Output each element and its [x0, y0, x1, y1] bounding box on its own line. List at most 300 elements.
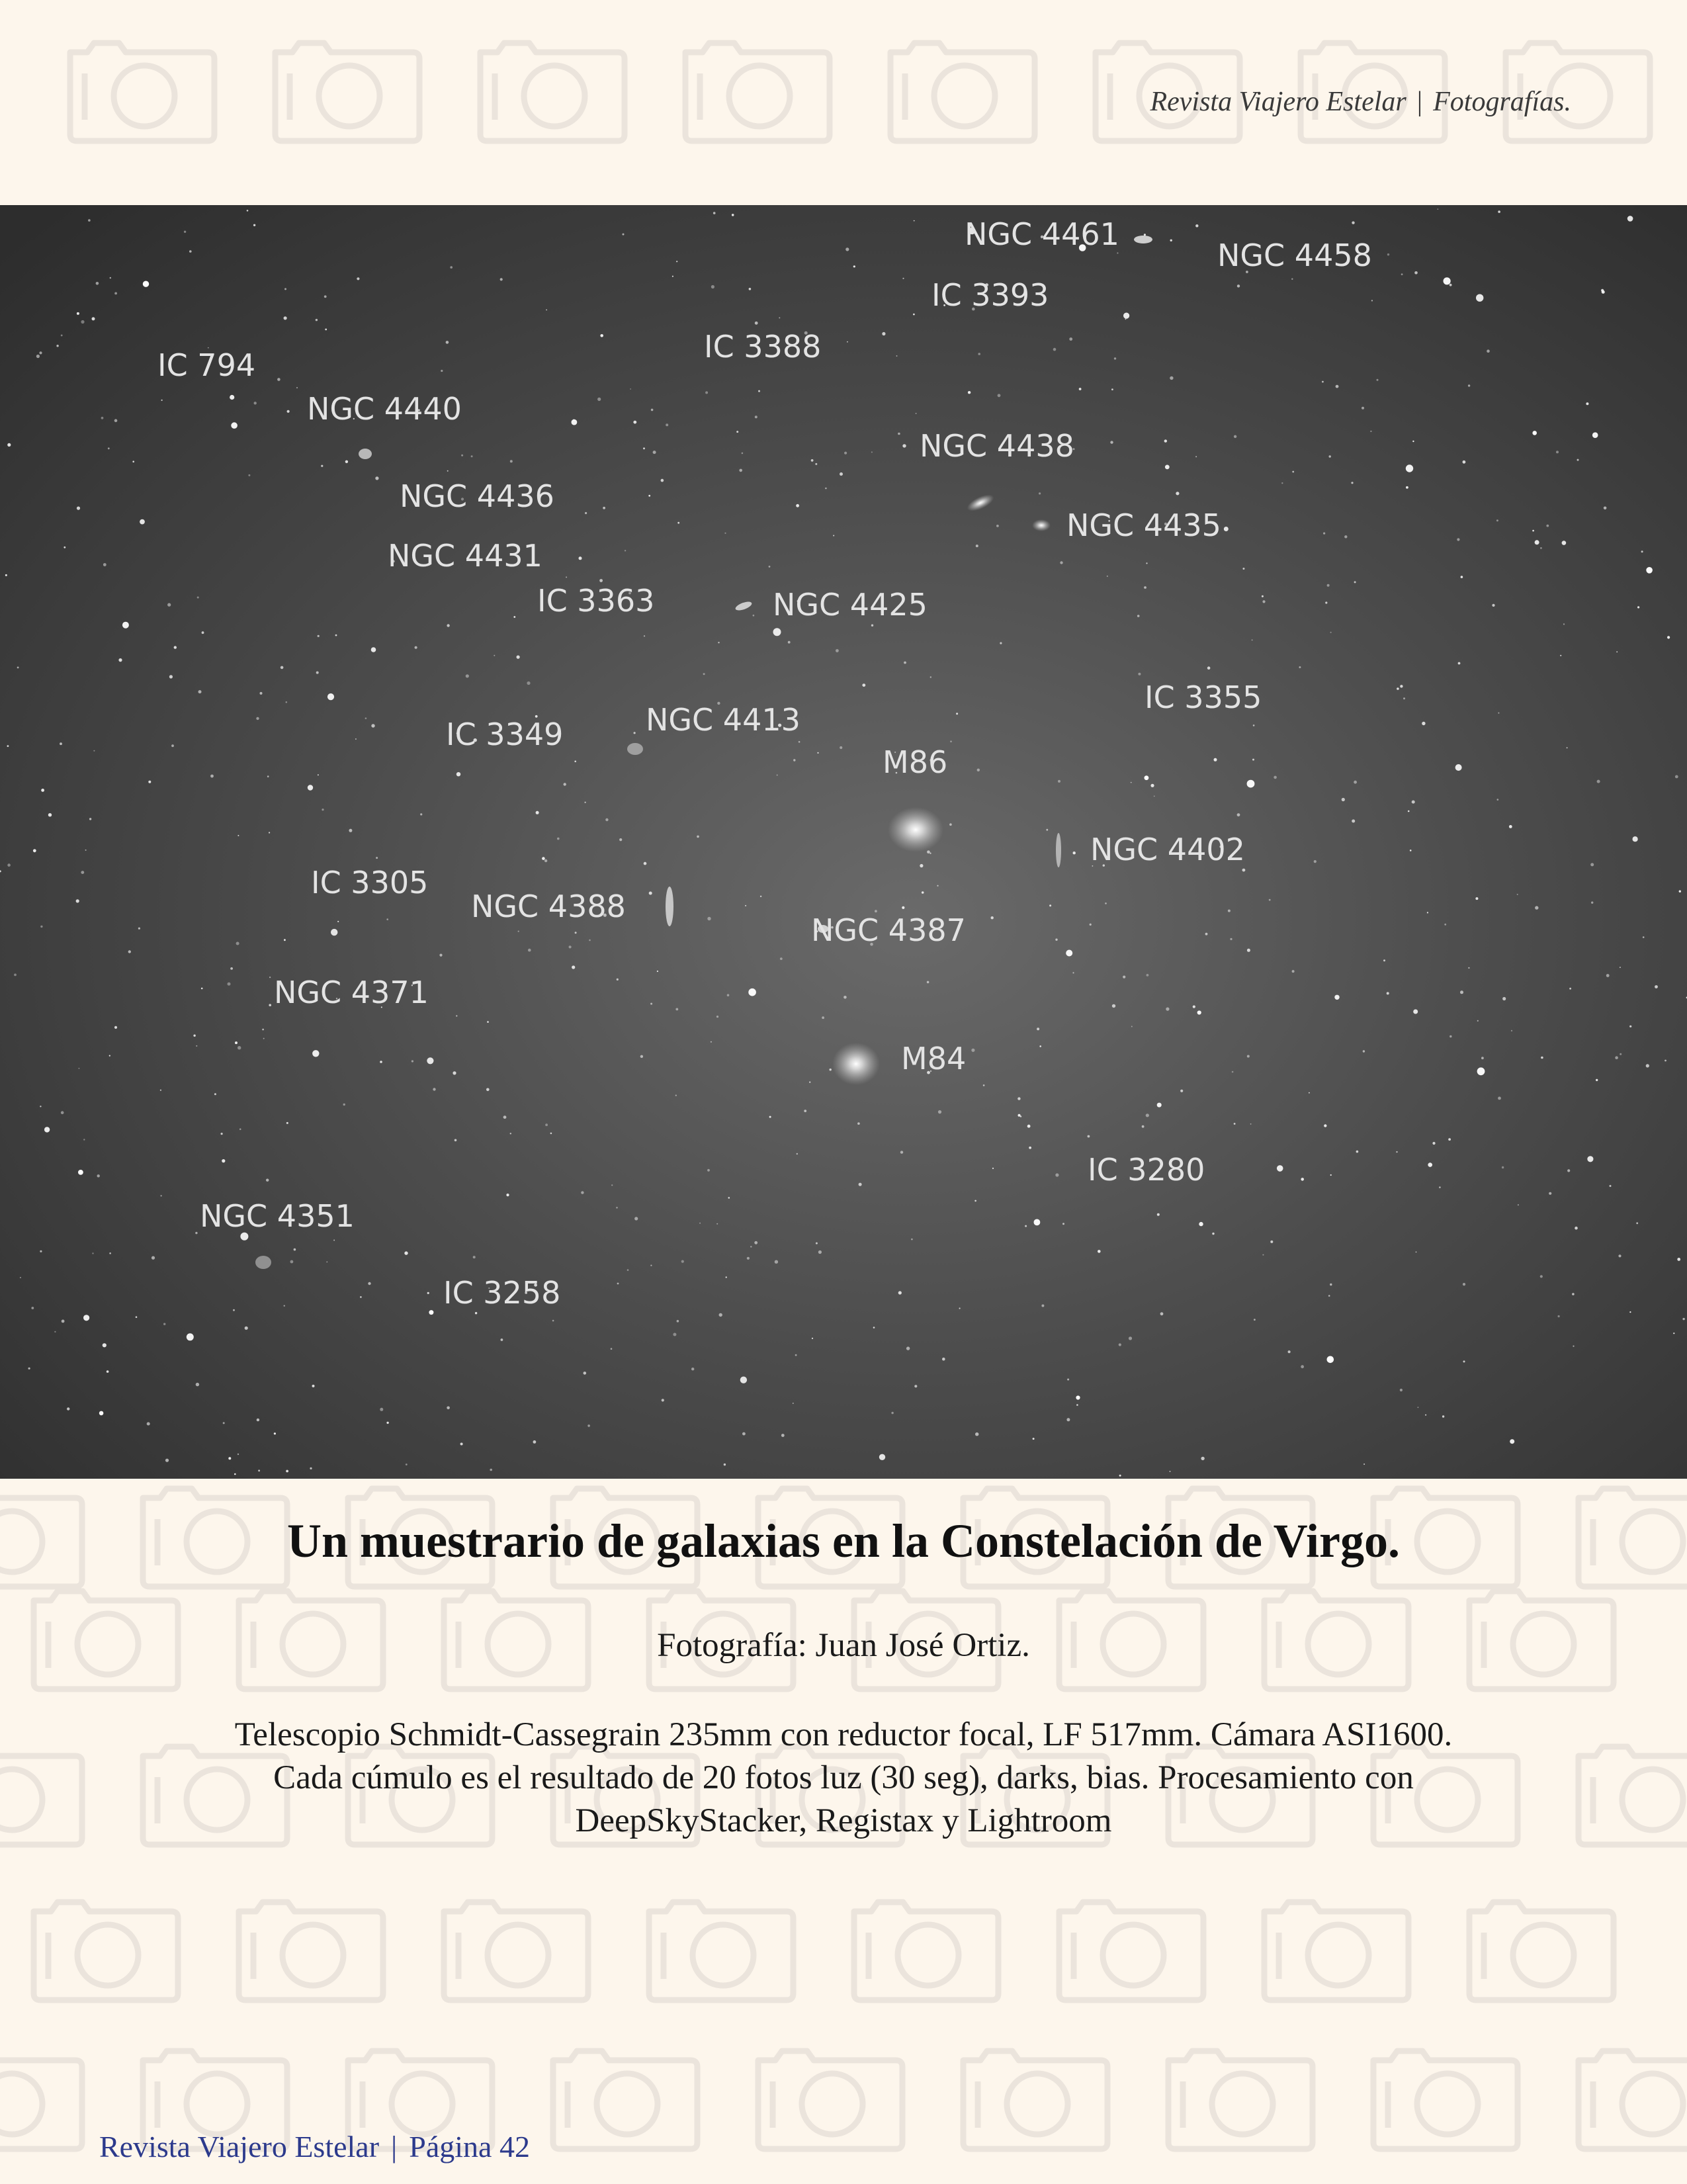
star [147, 1422, 150, 1426]
star [202, 631, 204, 634]
star [795, 1354, 797, 1356]
star [1105, 902, 1107, 904]
star [900, 1151, 903, 1153]
star [1457, 538, 1459, 541]
star [753, 615, 755, 617]
star [1463, 1283, 1465, 1286]
star [109, 1252, 111, 1254]
star [321, 465, 323, 467]
star [239, 1128, 241, 1130]
star [1449, 1035, 1451, 1037]
star [1242, 869, 1246, 872]
star [780, 957, 783, 960]
star [672, 276, 673, 277]
star [471, 455, 473, 457]
star [284, 316, 287, 320]
star [122, 622, 129, 629]
star [1344, 535, 1347, 538]
star [1131, 782, 1132, 783]
star [195, 1232, 197, 1234]
star [1325, 601, 1327, 603]
star [853, 265, 855, 267]
star [223, 1422, 225, 1424]
star [1329, 455, 1331, 457]
star [103, 563, 107, 566]
star [705, 391, 708, 394]
star [1330, 632, 1332, 633]
star [724, 1463, 726, 1465]
star [1592, 432, 1598, 438]
star [441, 370, 443, 372]
label-ic-3393: IC 3393 [931, 277, 1049, 313]
star [1673, 1332, 1674, 1334]
star [286, 701, 288, 703]
star [579, 556, 582, 560]
star [312, 1050, 319, 1057]
star [447, 624, 449, 627]
star [675, 1008, 678, 1011]
star [1150, 784, 1154, 787]
star [906, 1346, 910, 1350]
star [916, 413, 917, 414]
star [1180, 1090, 1183, 1092]
star [487, 1021, 489, 1023]
star [634, 1217, 638, 1220]
star [1138, 673, 1141, 676]
star [760, 896, 761, 897]
star [171, 744, 174, 747]
star [572, 965, 575, 969]
star [1328, 1295, 1330, 1297]
star [335, 634, 337, 636]
star [148, 781, 151, 783]
star [1299, 666, 1301, 668]
star [1498, 210, 1500, 213]
star [1601, 289, 1604, 292]
star [1397, 687, 1399, 690]
star [331, 929, 337, 936]
star [1371, 300, 1373, 301]
star [506, 1194, 509, 1196]
star [151, 1256, 155, 1260]
star [739, 469, 742, 472]
star [460, 1443, 463, 1446]
star [581, 1191, 584, 1194]
star [238, 1454, 239, 1455]
star [1498, 1097, 1501, 1100]
star [815, 463, 817, 465]
star [666, 423, 668, 426]
star [1053, 348, 1057, 351]
star [228, 983, 231, 986]
star [337, 921, 339, 922]
star [653, 451, 656, 454]
star [196, 1045, 197, 1047]
star [1422, 722, 1425, 725]
star [230, 967, 233, 970]
star [269, 1004, 271, 1006]
star [1322, 381, 1324, 383]
star [107, 1370, 109, 1373]
star [779, 317, 780, 318]
star [322, 808, 324, 810]
star [1062, 1223, 1064, 1225]
star [703, 673, 705, 675]
star [1125, 319, 1127, 320]
star [633, 421, 636, 424]
star [742, 1432, 746, 1436]
star [380, 1408, 383, 1411]
star [755, 415, 757, 418]
star [1546, 525, 1549, 527]
star [355, 738, 357, 740]
star [1477, 1020, 1479, 1022]
star [617, 1283, 619, 1285]
star [898, 1291, 902, 1294]
star [840, 472, 843, 476]
star [611, 1348, 613, 1350]
star [7, 863, 11, 867]
star [1288, 1350, 1291, 1353]
star [1207, 666, 1211, 670]
star [1176, 492, 1179, 495]
star [902, 278, 904, 279]
star [896, 355, 898, 357]
star [992, 1168, 994, 1169]
star [937, 885, 938, 887]
star [871, 451, 873, 453]
star [630, 388, 631, 390]
star [1577, 459, 1579, 461]
star [1383, 959, 1385, 961]
star [184, 231, 186, 233]
star [357, 277, 359, 280]
star [1301, 1178, 1304, 1181]
star [108, 447, 110, 449]
star [260, 692, 263, 695]
star [420, 813, 422, 815]
star [719, 1313, 722, 1317]
star [456, 772, 460, 776]
star [1123, 313, 1129, 319]
star [368, 1282, 370, 1285]
star [697, 836, 699, 838]
star [1274, 776, 1277, 779]
star [584, 1372, 587, 1375]
star [1041, 1305, 1044, 1307]
star [316, 672, 319, 674]
star [1449, 284, 1452, 286]
star [1234, 435, 1236, 438]
star [788, 641, 791, 644]
star [1034, 1219, 1041, 1226]
label-ic-3258: IC 3258 [443, 1275, 561, 1311]
star [616, 1207, 618, 1209]
star [913, 314, 915, 316]
star [1146, 974, 1149, 977]
star [114, 292, 117, 295]
star [1323, 533, 1325, 535]
star [439, 954, 442, 957]
star [1590, 863, 1594, 866]
star [247, 210, 249, 212]
star [942, 1358, 945, 1361]
star [1201, 1457, 1204, 1460]
star [1112, 1004, 1115, 1008]
star [1476, 294, 1483, 302]
star [1018, 1114, 1021, 1117]
star [758, 390, 760, 392]
star [517, 656, 520, 659]
star [1193, 1006, 1195, 1008]
label-m86: M86 [883, 744, 948, 780]
star [528, 949, 531, 952]
star [711, 285, 714, 288]
star [1643, 936, 1645, 938]
star [1444, 924, 1446, 926]
page-footer [99, 2129, 530, 2164]
star [1066, 950, 1072, 957]
star [1387, 253, 1389, 255]
star [713, 212, 716, 214]
star [230, 395, 234, 400]
star [1131, 1026, 1133, 1027]
label-ic-3280: IC 3280 [1088, 1152, 1205, 1188]
star [234, 1473, 236, 1475]
photo-caption-title: Un muestrario de galaxias en la Constelación de Virgo. [287, 1514, 1400, 1567]
star [1620, 1053, 1622, 1055]
star [81, 871, 84, 874]
star [569, 945, 572, 948]
star [983, 1084, 985, 1086]
star [1363, 1050, 1365, 1052]
star [1334, 995, 1339, 1000]
star [1540, 547, 1542, 549]
star [518, 931, 519, 932]
star [454, 1139, 457, 1142]
star [60, 742, 62, 745]
star [634, 732, 636, 734]
star [871, 625, 873, 627]
star [61, 1111, 64, 1114]
star [718, 642, 719, 643]
star [365, 717, 367, 719]
star [1573, 1346, 1574, 1347]
star [1076, 1395, 1080, 1399]
star [968, 391, 971, 394]
star [536, 811, 539, 814]
star [263, 1038, 265, 1039]
star [1363, 1463, 1365, 1465]
star [1228, 910, 1231, 912]
star [267, 775, 269, 777]
galaxy-m84 [832, 1043, 880, 1085]
star [1247, 949, 1250, 952]
star [1137, 615, 1140, 617]
star [844, 996, 847, 999]
star [76, 899, 79, 902]
photo-credit: Fotografía: Juan José Ortiz. [657, 1627, 1030, 1664]
star [318, 635, 320, 637]
star [651, 409, 654, 412]
star [1046, 829, 1048, 831]
star [566, 576, 567, 578]
star [1377, 379, 1379, 381]
star [544, 859, 547, 862]
star [427, 1057, 433, 1064]
star [1262, 1254, 1264, 1256]
star [92, 1252, 93, 1254]
star [503, 1115, 507, 1119]
star [572, 419, 578, 425]
star [1247, 780, 1255, 788]
star [574, 761, 576, 763]
star [707, 917, 711, 920]
star [930, 853, 931, 854]
star [1463, 460, 1466, 464]
star [1281, 482, 1283, 484]
star [1123, 976, 1125, 979]
star [1291, 279, 1293, 280]
star [1017, 1097, 1020, 1100]
label-ic-3349: IC 3349 [446, 717, 564, 752]
star [1088, 1135, 1090, 1138]
equipment-description: Telescopio Schmidt-Cassegrain 235mm con reductor focal, LF 517mm. Cámara ASI1600. [234, 1716, 1453, 1753]
star [286, 1470, 288, 1473]
star [501, 1338, 503, 1341]
star [1468, 384, 1470, 386]
star [882, 332, 885, 335]
label-ic-794: IC 794 [157, 347, 256, 383]
star [453, 1071, 456, 1074]
star [433, 1088, 435, 1090]
star [1414, 271, 1418, 275]
star [1354, 581, 1356, 583]
star [429, 1310, 433, 1315]
star [825, 488, 827, 490]
star [1549, 1192, 1551, 1195]
star [1170, 240, 1172, 241]
star [732, 214, 734, 216]
star [404, 1251, 408, 1254]
star [1058, 780, 1060, 783]
label-ngc-4387: NGC 4387 [811, 912, 966, 948]
star [1606, 974, 1610, 977]
running-header [1150, 86, 1571, 118]
star [1572, 1293, 1575, 1295]
star [724, 533, 726, 534]
star [143, 281, 149, 287]
photo-technical-details [218, 1714, 1469, 1843]
star [513, 616, 515, 618]
star [236, 1043, 237, 1044]
star [847, 341, 848, 343]
star [494, 655, 495, 656]
star [349, 829, 352, 832]
star [1356, 1151, 1359, 1153]
star [1039, 492, 1041, 494]
star [857, 1122, 860, 1125]
star [132, 460, 134, 462]
star [1314, 860, 1317, 863]
star [1532, 431, 1537, 435]
star [1269, 899, 1271, 901]
header-separator: | [1416, 87, 1423, 117]
star [1406, 464, 1413, 472]
star [167, 603, 171, 607]
star [1408, 810, 1410, 812]
star [447, 1407, 450, 1410]
star [1224, 527, 1229, 531]
star [914, 1385, 917, 1387]
star [79, 1068, 80, 1069]
star [527, 681, 530, 685]
star [1033, 1438, 1035, 1440]
star [1418, 1407, 1419, 1408]
star [81, 320, 84, 324]
star [1458, 662, 1461, 665]
star [1270, 1241, 1273, 1243]
star [1098, 1250, 1101, 1253]
star [1563, 623, 1565, 625]
star [914, 220, 915, 222]
star [447, 470, 449, 472]
star [1212, 1233, 1214, 1235]
star [109, 1055, 110, 1057]
star [816, 1243, 818, 1245]
star [603, 507, 605, 509]
star [755, 322, 758, 325]
star [1646, 1064, 1649, 1067]
star [1197, 1010, 1201, 1014]
star [169, 675, 173, 678]
star [1069, 337, 1072, 341]
label-ngc-4458: NGC 4458 [1217, 238, 1372, 273]
star [128, 950, 131, 953]
star [222, 1159, 225, 1162]
star [619, 838, 622, 841]
star [640, 1055, 643, 1058]
star [238, 1046, 241, 1049]
star [210, 775, 214, 778]
star [1292, 970, 1295, 973]
star [136, 1316, 138, 1318]
star [950, 740, 952, 742]
star [1060, 561, 1062, 564]
star [371, 647, 376, 652]
star [975, 1432, 978, 1436]
star [62, 1320, 65, 1323]
star [1254, 1319, 1256, 1321]
star [165, 1459, 169, 1462]
star [254, 402, 257, 404]
star [1461, 576, 1463, 578]
star [1114, 357, 1116, 359]
star [1324, 1124, 1326, 1127]
star [1252, 759, 1254, 761]
star [88, 219, 91, 222]
star [1117, 252, 1118, 253]
star [1403, 697, 1405, 699]
star [793, 759, 795, 761]
star [902, 444, 906, 447]
star [1253, 724, 1255, 726]
star [699, 1223, 701, 1224]
star [797, 1153, 798, 1155]
star [163, 1323, 165, 1325]
star [1370, 431, 1371, 432]
star [245, 1327, 248, 1330]
